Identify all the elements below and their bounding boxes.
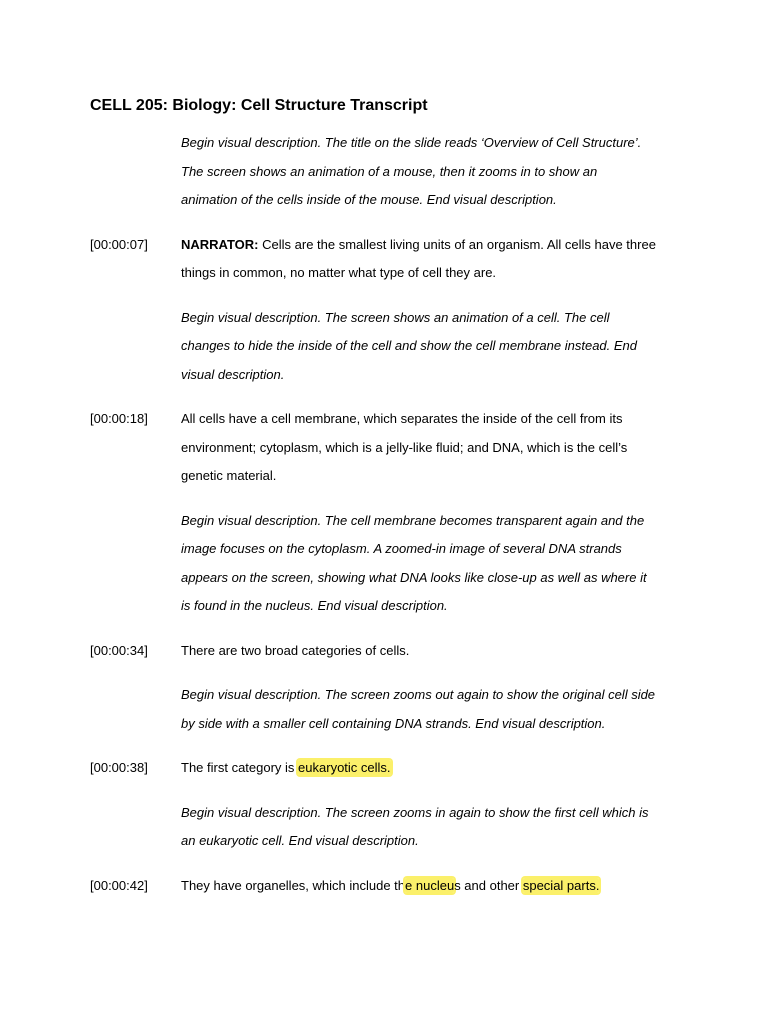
text-segment: Cells are the smallest living units of an organism. All cells have three xyxy=(258,236,656,252)
highlighted-text: special parts. xyxy=(522,877,600,893)
text-line: Begin visual description. The screen zooms out again to show the original cell side xyxy=(181,687,656,702)
visual-description-entry xyxy=(90,799,768,856)
timestamp xyxy=(90,129,181,215)
text-line xyxy=(181,231,656,260)
text-segment: They have organelles, which include th xyxy=(181,877,406,893)
entry-text xyxy=(181,304,637,390)
text-line: Begin visual description. The screen zooms in again to show the first cell which is xyxy=(181,804,649,820)
timestamp xyxy=(90,507,181,621)
page-title: CELL 205: Biology: Cell Structure Transcript xyxy=(90,97,428,114)
text-line: changes to hide the inside of the cell and show the cell membrane instead. End xyxy=(181,338,638,353)
entry-text xyxy=(181,231,656,288)
narration-entry xyxy=(90,637,768,666)
timestamp: [00:00:34] xyxy=(90,642,148,658)
visual-description-entry xyxy=(90,304,768,390)
timestamp xyxy=(90,304,181,390)
text-segment: The first category is xyxy=(181,760,299,775)
narration-entry xyxy=(90,754,768,783)
highlighted-text: e nucleu xyxy=(405,877,455,893)
text-line: image focuses on the cytoplasm. A zoomed-in image of several DNA strands xyxy=(181,541,622,556)
entry-text xyxy=(181,681,655,738)
text-line: appears on the screen, showing what DNA looks like close-up as well as where it xyxy=(181,569,647,585)
entry-text xyxy=(181,637,409,666)
narration-entry xyxy=(90,405,768,491)
transcript xyxy=(90,129,768,900)
text-line: Begin visual description. The cell membrane becomes transparent again and the xyxy=(181,512,645,528)
visual-description-entry xyxy=(90,129,768,215)
timestamp xyxy=(90,799,181,856)
speaker-label: NARRATOR: xyxy=(181,236,259,252)
text-line: genetic material. xyxy=(181,468,277,483)
entry-text xyxy=(181,872,599,901)
visual-description-entry xyxy=(90,507,768,621)
narration-entry xyxy=(90,872,768,901)
entry-text xyxy=(181,129,641,215)
text-line: There are two broad categories of cells. xyxy=(181,642,410,658)
visual-description-entry xyxy=(90,681,768,738)
text-line: The screen shows an animation of a mouse, then it zooms in to show an xyxy=(181,163,598,179)
text-line xyxy=(181,754,391,783)
text-line: environment; cytoplasm, which is a jelly-like fluid; and DNA, which is the cell’s xyxy=(181,439,628,455)
entry-text xyxy=(181,507,647,621)
text-line: visual description. xyxy=(181,366,285,382)
text-line xyxy=(181,872,599,901)
timestamp: [00:00:42] xyxy=(90,877,148,893)
text-line: All cells have a cell membrane, which separates the inside of the cell from its xyxy=(181,411,623,426)
text-line: an eukaryotic cell. End visual description. xyxy=(181,833,419,848)
text-line: by side with a smaller cell containing DNA strands. End visual description. xyxy=(181,715,606,731)
entry-text xyxy=(181,405,627,491)
text-line: things in common, no matter what type of cell they are. xyxy=(181,265,497,280)
timestamp xyxy=(90,681,181,738)
entry-text xyxy=(181,754,391,783)
text-line: Begin visual description. The title on the slide reads ‘Overview of Cell Structure’. xyxy=(181,135,642,150)
text-segment: s and other xyxy=(454,877,523,893)
timestamp: [00:00:18] xyxy=(90,411,148,426)
timestamp: [00:00:07] xyxy=(90,236,148,252)
text-line: Begin visual description. The screen shows an animation of a cell. The cell xyxy=(181,309,610,325)
text-line: is found in the nucleus. End visual description. xyxy=(181,598,448,613)
narration-entry xyxy=(90,231,768,288)
timestamp: [00:00:38] xyxy=(90,760,148,775)
text-line: animation of the cells inside of the mouse. End visual description. xyxy=(181,192,557,207)
entry-text xyxy=(181,799,649,856)
highlighted-text: eukaryotic cells. xyxy=(298,760,391,775)
